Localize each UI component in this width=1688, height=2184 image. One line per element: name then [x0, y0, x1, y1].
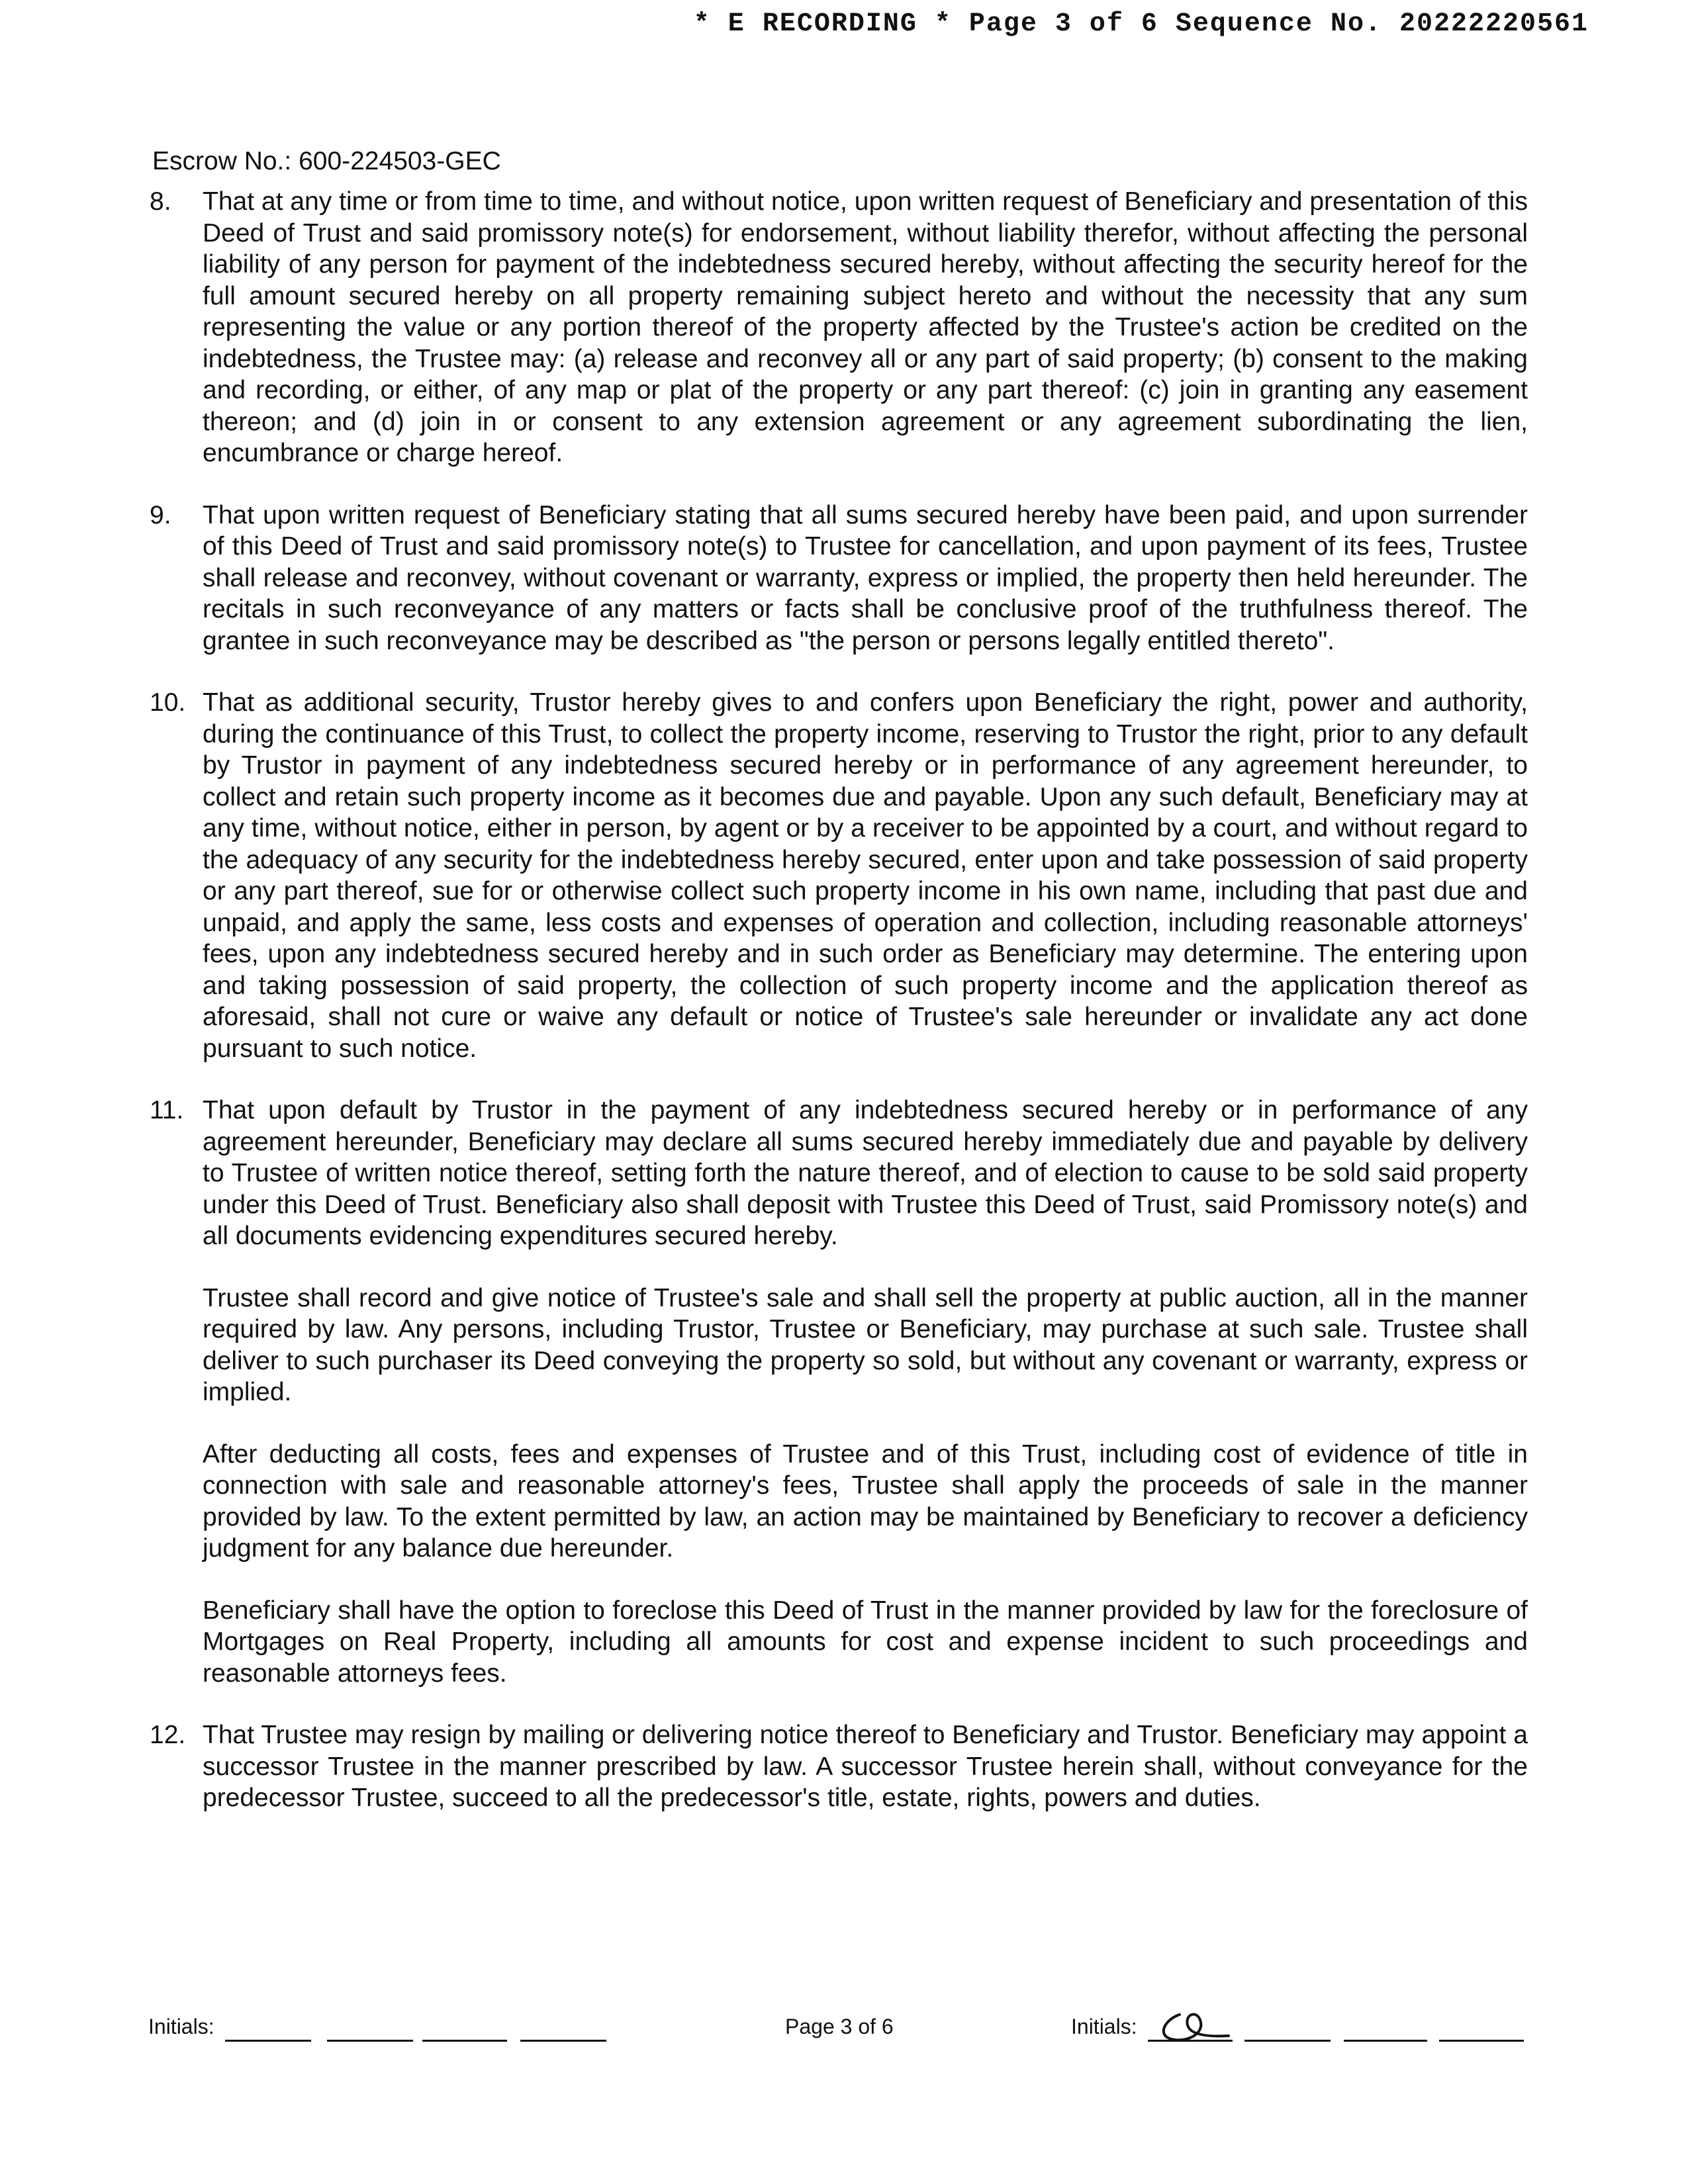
initials-left-blank-1 [225, 2040, 311, 2042]
recording-header: * E RECORDING * Page 3 of 6 Sequence No. 20222220561 [693, 9, 1589, 39]
initials-left-blank-2 [327, 2040, 413, 2042]
section-11-paragraph: Trustee shall record and give notice of Trustee's sale and shall sell the property at public auction, all in the manner required by law. Any persons, including Trustor, Trustee or Beneficiary, may purchase at such sale. Trustee shall deliver to such purchaser its Deed conveying the property so sold, but without any covenant or warranty, express or implied. [203, 1283, 1528, 1406]
section-text: That upon written request of Beneficiary stating that all sums secured hereby have been paid, and upon surrender of this Deed of Trust and said promissory note(s) to Trustee for cancellation, and upon payment of its fees, Trustee shall release and reconvey, without covenant or warranty, express or implied, the property then held hereunder. The recitals in such reconveyance of any matters or facts shall be conclusive proof of the truthfulness thereof. The grantee in such reconveyance may be described as "the person or persons legally entitled thereto". [203, 500, 1528, 655]
initials-right-label: Initials: [1071, 2015, 1137, 2038]
initials-left-blank-3 [422, 2040, 507, 2042]
escrow-number: 600-224503-GEC [299, 147, 501, 175]
section-11-paragraph: After deducting all costs, fees and expenses of Trustee and of this Trust, including cost of evidence of title in connection with sale and reasonable attorney's fees, Trustee shall apply the proceeds of sale in the manner provided by law. To the extent permitted by law, an action may be maintained by Beneficiary to recover a deficiency judgment for any balance due hereunder. [203, 1439, 1528, 1563]
escrow-label: Escrow No.: [152, 147, 292, 175]
section-11 [150, 1095, 1528, 1252]
section-number: 9. [150, 500, 171, 529]
initials-left-blank-4 [520, 2040, 606, 2042]
section-number: 12. [150, 1721, 186, 1749]
initials-left-label: Initials: [148, 2015, 214, 2038]
section-text: That upon default by Trustor in the payment of any indebtedness secured hereby or in performance of any agreement hereunder, Beneficiary may declare all sums secured hereby immediately due and payable by delivery to Trustee of written notice thereof, setting forth the nature thereof, and of election to cause to be sold said property under this Deed of Trust. Beneficiary also shall deposit with Trustee this Deed of Trust, said Promissory note(s) and all documents evidencing expenditures secured hereby. [203, 1096, 1528, 1250]
section-number: 11. [150, 1096, 184, 1124]
section-number: 10. [150, 688, 186, 717]
section-9 [150, 500, 1528, 657]
section-text: That Trustee may resign by mailing or delivering notice thereof to Beneficiary and Trustor. Beneficiary may appoint a successor Trustee in the manner prescribed by law. A successor Trustee herein shall, without conveyance for the predecessor Trustee, succeed to all the predecessor's title, estate, rights, powers and duties. [203, 1721, 1528, 1812]
page-footer [0, 2015, 1688, 2054]
initials-right-blank-4 [1439, 2040, 1524, 2042]
section-10 [150, 687, 1528, 1064]
page-number: Page 3 of 6 [785, 2015, 894, 2038]
section-12 [150, 1719, 1528, 1814]
initials-right-blank-3 [1344, 2040, 1427, 2042]
section-number: 8. [150, 187, 171, 216]
section-11-paragraph: Beneficiary shall have the option to foreclose this Deed of Trust in the manner provided by law for the foreclosure of Mortgages on Real Property, including all amounts for cost and expense incident to such proceedings and reasonable attorneys fees. [203, 1596, 1528, 1688]
section-text: That as additional security, Trustor hereby gives to and confers upon Beneficiary the right, power and authority, during the continuance of this Trust, to collect the property income, reserving to Trustor the right, prior to any default by Trustor in payment of any indebtedness secured hereby or in performance of any agreement hereunder, to collect and retain such property income as it becomes due and payable. Upon any such default, Beneficiary may at any time, without notice, either in person, by agent or by a receiver to be appointed by a court, and without regard to the adequacy of any security for the indebtedness hereby secured, enter upon and take possession of said property or any part thereof, sue for or otherwise collect such property income in his own name, including that past due and unpaid, and apply the same, less costs and expenses of operation and collection, including reasonable attorneys' fees, upon any indebtedness secured hereby and in such order as Beneficiary may determine. The entering upon and taking possession of said property, the collection of such property income and the application thereof as aforesaid, shall not cure or waive any default or notice of Trustee's sale hereunder or invalidate any act done pursuant to such notice. [203, 688, 1528, 1063]
section-text: That at any time or from time to time, and without notice, upon written request of Beneficiary and presentation of this Deed of Trust and said promissory note(s) for endorsement, without liability therefor, without affecting the personal liability of any person for payment of the indebtedness secured hereby, without affecting the security hereof for the full amount secured hereby on all property remaining subject hereto and without the necessity that any sum representing the value or any portion thereof of the property affected by the Trustee's action be credited on the indebtedness, the Trustee may: (a) release and reconvey all or any part of said property; (b) consent to the making and recording, or either, of any map or plat of the property or any part thereof: (c) join in granting any easement thereon; and (d) join in or consent to any extension agreement or any agreement subordinating the lien, encumbrance or charge hereof. [203, 187, 1528, 467]
section-8 [150, 186, 1528, 469]
handwritten-initials-icon [1150, 2000, 1250, 2046]
escrow-line [152, 147, 501, 176]
document-body [150, 186, 1528, 1844]
initials-right-blank-2 [1244, 2040, 1331, 2042]
